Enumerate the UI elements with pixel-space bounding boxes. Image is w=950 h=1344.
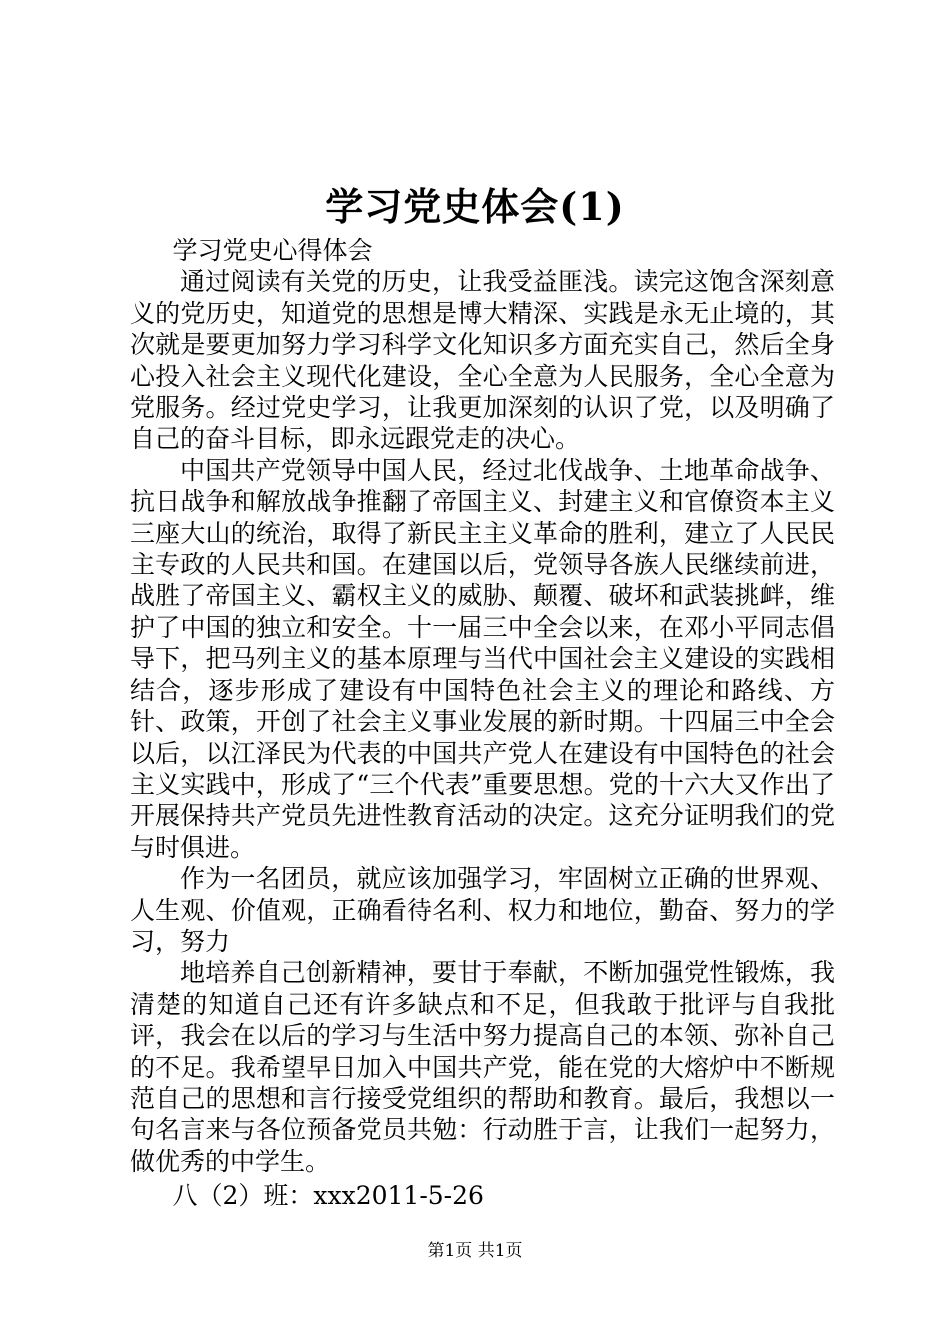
document-body	[130, 235, 835, 1212]
paragraph-1: 通过阅读有关党的历史，让我受益匪浅。读完这饱含深刻意义的党历史，知道党的思想是博大精深、实践是永无止境的，其次就是要更加努力学习科学文化知识多方面充实自己，然后全身心投入社会主义现代化建设，全心全意为人民服务，全心全意为党服务。经过党史学习，让我更加深刻的认识了党，以及明确了自己的奋斗目标，即永远跟党走的决心。	[130, 267, 835, 454]
document-subtitle: 学习党史心得体会	[172, 236, 373, 265]
page-footer: 第1页 共1页	[427, 1241, 523, 1261]
document-title: 学习党史体会(1)	[325, 184, 625, 229]
paragraph-4: 地培养自己创新精神，要甘于奉献，不断加强党性锻炼，我清楚的知道自己还有许多缺点和不足，但我敢于批评与自我批评，我会在以后的学习与生活中努力提高自己的本领、弥补自己的不足。我希望早日加入中国共产党，能在党的大熔炉中不断规范自己的思想和言行接受党组织的帮助和教育。最后，我想以一句名言来与各位预备党员共勉：行动胜于言，让我们一起努力，做优秀的中学生。	[130, 958, 835, 1176]
signature-line: 八（2）班：xxx2011-5-26	[172, 1181, 484, 1211]
paragraph-3: 作为一名团员，就应该加强学习，牢固树立正确的世界观、人生观、价值观，正确看待名利、权力和地位，勤奋、努力的学习，努力	[130, 864, 835, 956]
paragraph-2: 中国共产党领导中国人民，经过北伐战争、土地革命战争、抗日战争和解放战争推翻了帝国主义、封建主义和官僚资本主义三座大山的统治，取得了新民主主义革命的胜利，建立了人民民主专政的人民共和国。在建国以后，党领导各族人民继续前进，战胜了帝国主义、霸权主义的威胁、颠覆、破坏和武装挑衅，维护了中国的独立和安全。十一届三中全会以来，在邓小平同志倡导下，把马列主义的基本原理与当代中国社会主义建设的实践相结合，逐步形成了建设有中国特色社会主义的理论和路线、方针、政策，开创了社会主义事业发展的新时期。十四届三中全会以后，以江泽民为代表的中国共产党人在建设有中国特色的社会主义实践中，形成了“三个代表”重要思想。党的十六大又作出了开展保持共产党员先进性教育活动的决定。这充分证明我们的党与时俱进。	[130, 455, 835, 862]
